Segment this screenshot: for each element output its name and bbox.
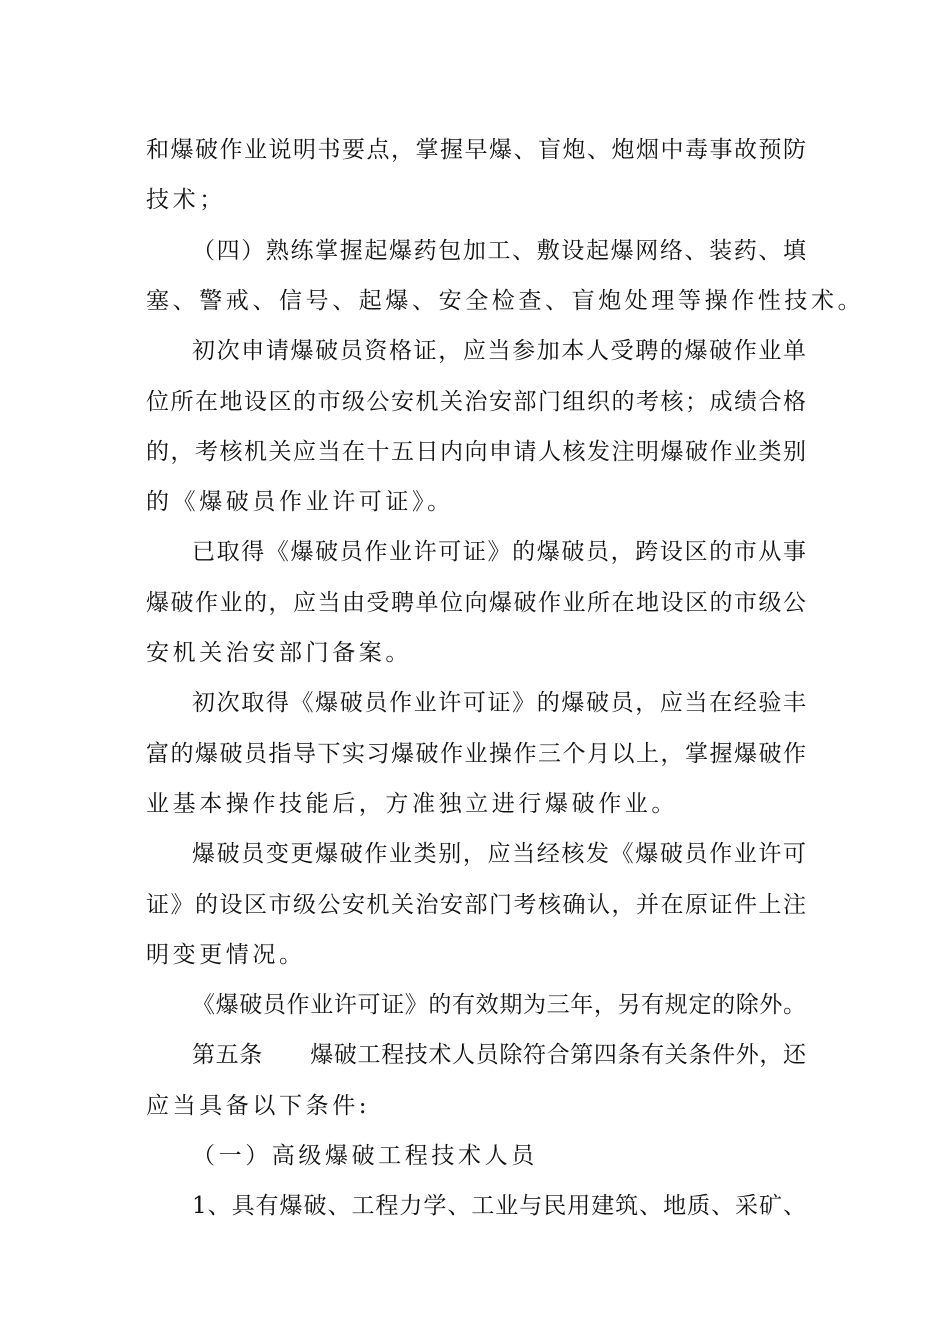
text-line: 技术； (146, 187, 226, 213)
text-line: 富的爆破员指导下实习爆破作业操作三个月以上，掌握爆破作 (146, 741, 806, 767)
text-line: 塞、警戒、信号、起爆、安全检查、盲炮处理等操作性技术。 (146, 288, 865, 314)
text-line: 初次取得《爆破员作业许可证》的爆破员，应当在经验丰 (192, 690, 806, 716)
text-line: 已取得《爆破员作业许可证》的爆破员，跨设区的市从事 (192, 539, 806, 565)
text-line: （一）高级爆破工程技术人员 (192, 1143, 538, 1169)
text-line: 安机关治安部门备案。 (146, 640, 412, 666)
text-line: （四）熟练掌握起爆药包加工、敷设起爆网络、装药、填 (192, 238, 806, 264)
text-line: 的《爆破员作业许可证》。 (146, 489, 454, 515)
text-line: 位所在地设区的市级公安机关治安部门组织的考核；成绩合格 (146, 389, 806, 415)
text-line: 业基本操作技能后，方准独立进行爆破作业。 (146, 791, 678, 817)
text-line: 初次申请爆破员资格证，应当参加本人受聘的爆破作业单 (192, 338, 806, 364)
text-line: 1、具有爆破、工程力学、工业与民用建筑、地质、采矿、 (192, 1193, 806, 1219)
text-line: 爆破员变更爆破作业类别，应当经核发《爆破员作业许可 (192, 841, 806, 867)
text-line: 和爆破作业说明书要点，掌握早爆、盲炮、炮烟中毒事故预防 (146, 137, 806, 163)
text-line: 的，考核机关应当在十五日内向申请人核发注明爆破作业类别 (146, 439, 806, 465)
text-line: 爆破作业的，应当由受聘单位向爆破作业所在地设区的市级公 (146, 590, 806, 616)
text-line: 证》的设区市级公安机关治安部门考核确认，并在原证件上注 (146, 892, 806, 918)
text-line: 明变更情况。 (146, 942, 306, 968)
text-line: 第五条 爆破工程技术人员除符合第四条有关条件外，还 (192, 1042, 806, 1068)
text-line: 《爆破员作业许可证》的有效期为三年，另有规定的除外。 (192, 992, 806, 1018)
text-line: 应当具备以下条件: (146, 1093, 371, 1119)
